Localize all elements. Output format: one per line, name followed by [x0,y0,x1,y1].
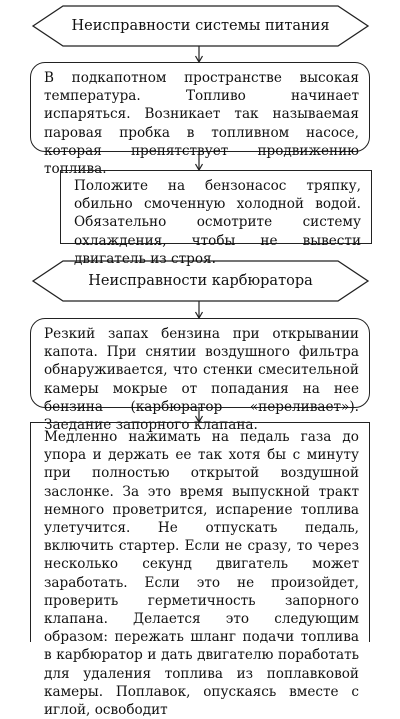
paragraph-text: Резкий запах бензина при открывании капота. При снятии воздушного фильтра обнаруживается, что стенки смесительной камеры мокрые от попадания на нее бензина (карбюратор «переливает»). Заедание запорного клапана. [44,326,359,434]
paragraph-text: Положите на бензонасос тряпку, обильно смоченную холодной водой. Обязательно осмотрите систему охлаждения, чтобы не вывести двигатель из строя. [74,178,361,267]
problem-box-power-system [30,62,370,178]
solution-text-carburetor [44,428,359,719]
solution-box-carburetor [30,422,370,719]
header-power-system [63,6,338,46]
header-carburetor-label: Неисправности карбюратора [88,273,313,289]
header-power-system-label: Неисправности системы питания [71,18,330,34]
solution-text-power-system [74,177,361,268]
header-carburetor [63,261,338,301]
problem-text-power-system [44,69,359,178]
paragraph-text: Медленно нажимать на педаль газа до упора и держать ее так хотя бы с минуту при полностью открытой воздушной заслонке. За это время выпускной тракт немного проветрится, испарение топлива улетучится. Не отпускать педаль, включить стартер. Если не сразу, то через несколько секунд двигатель может заработать. Если это не произойдет, проверить герметичность запорного клапана. Делается это следующим образом: пережать шланг подачи топлива в карбюратор и дать двигателю поработать для удаления топлива из поплавковой камеры. Поплавок, опускаясь вместе с иглой, освободит [44,429,359,719]
arrow-3 [196,301,203,318]
paragraph-text: В подкапотном пространстве высокая температура. Топливо начинает испаряться. Возникает так называемая паровая пробка в топливном насосе, которая препятствует продвижению топлива. [44,70,359,178]
solution-box-power-system [60,170,372,267]
arrow-1 [196,46,203,62]
problem-text-carburetor [44,325,359,434]
problem-box-carburetor [30,318,370,434]
